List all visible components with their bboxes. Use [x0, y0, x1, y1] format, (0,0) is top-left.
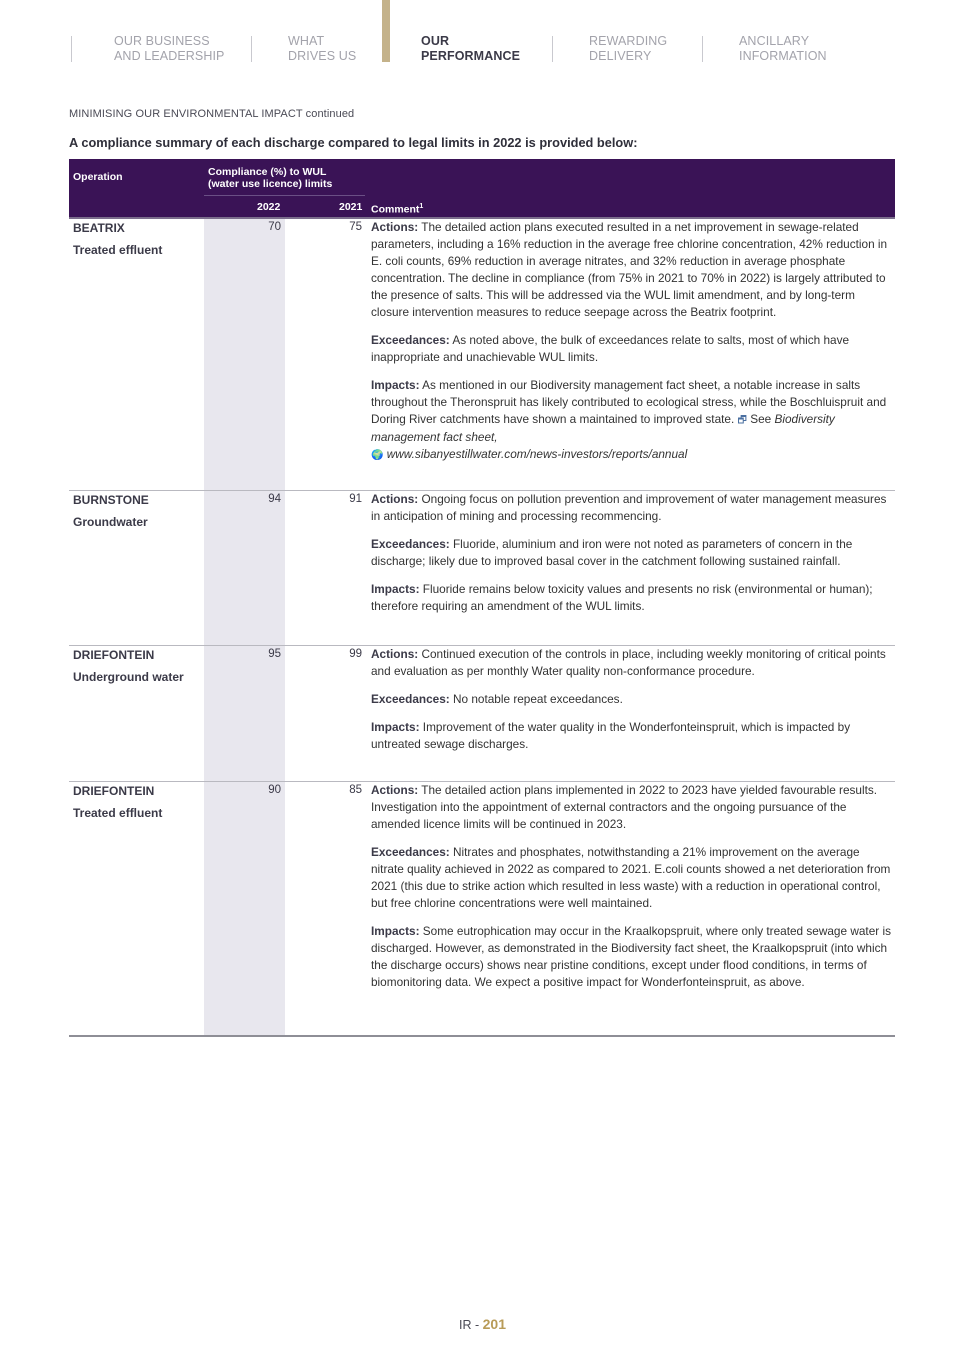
table-row: [69, 646, 895, 781]
impacts-text: As mentioned in our Biodiversity management fact sheet, a notable increase in salts throughout the Theronspruit has likely contributed to ecological stress, while the Boschluispruit and Doring River catchments have shown a maintained to improved state.: [371, 378, 887, 426]
table-intro: A compliance summary of each discharge compared to legal limits in 2022 is provided below:: [69, 135, 638, 150]
impacts-paragraph: [371, 581, 891, 615]
impacts-paragraph: [371, 719, 891, 753]
header-year-2022: 2022: [257, 201, 281, 213]
nav-item-line: OUR BUSINESS: [114, 34, 210, 48]
nav-active-indicator: [382, 0, 390, 62]
nav-divider: [702, 36, 703, 62]
value-2021: 99: [349, 648, 362, 660]
actions-label: Actions:: [371, 647, 419, 661]
actions-paragraph: [371, 646, 891, 680]
exceedances-label: Exceedances:: [371, 845, 450, 859]
value-2022: 95: [268, 648, 281, 660]
nav-item-line: DRIVES US: [288, 49, 357, 63]
actions-label: Actions:: [371, 220, 419, 234]
impacts-label: Impacts:: [371, 720, 420, 734]
value-2021: 91: [349, 493, 362, 505]
actions-text: Ongoing focus on pollution prevention and improvement of water management measures in anticipation of mining and processing recommencing.: [371, 492, 887, 523]
page-footer: [0, 1316, 965, 1332]
operation-type: Groundwater: [73, 515, 148, 529]
exceedances-label: Exceedances:: [371, 537, 450, 551]
exceedances-text: Nitrates and phosphates, notwithstanding a 21% improvement on the average nitrate quality achieved in 2022 as compared to 2021. E.coli counts showed a net deterioration from 2021 (this due to strike action which resulted in less waste) with a reduction in operational control, but free chlorine concentrations were well maintained.: [371, 845, 891, 910]
nav-divider: [552, 36, 553, 62]
table-bottom-rule: [69, 1035, 895, 1037]
nav-item-what-drives-us[interactable]: [288, 34, 356, 64]
footer-prefix: IR -: [459, 1318, 483, 1332]
exceedances-paragraph: [371, 536, 891, 570]
nav-item-line: INFORMATION: [739, 49, 827, 63]
nav-item-line: PERFORMANCE: [421, 49, 521, 63]
value-2021: 85: [349, 784, 362, 796]
fact-sheet-link[interactable]: Biodiversity management fact sheet,: [371, 412, 835, 444]
header-sub-divider: [204, 195, 365, 196]
exceedances-text: Fluoride, aluminium and iron were not noted as parameters of concern in the discharge; likely due to improved basal cover in the catchment following sustained rainfall.: [371, 537, 853, 568]
value-2022: 70: [268, 221, 281, 233]
actions-text: The detailed action plans executed resulted in a net improvement in sewage-related parameters, including a 16% reduction in the average free chlorine concentration, 42% reduction in E. coli counts, 69% reduction in average nitrates, and 32% reduction in average phosphate concentration. The decline in compliance (from 75% in 2021 to 70% in 2022) is largely attributed to the presence of salts. This will be addressed via the WUL limit amendment, and by long-term closure intervention measures to reduce seepage across the Beatrix footprint.: [371, 220, 888, 319]
comment-cell: [371, 782, 891, 1002]
table-row: [69, 491, 895, 645]
nav-item-line: OUR: [421, 34, 450, 48]
exceedances-label: Exceedances:: [371, 333, 450, 347]
operation-name: BEATRIX: [73, 221, 125, 235]
header-year-2021: 2021: [339, 201, 363, 213]
header-comment-footnote: 1: [419, 203, 424, 210]
section-label: MINIMISING OUR ENVIRONMENTAL IMPACT continued: [69, 108, 355, 120]
actions-paragraph: [371, 782, 891, 833]
comment-cell: [371, 219, 891, 475]
impacts-paragraph: [371, 923, 891, 991]
page-number: 201: [482, 1316, 506, 1332]
nav-item-our-business[interactable]: [114, 34, 224, 64]
header-compliance-line: Compliance (%) to WUL: [208, 166, 327, 178]
see-label: See: [750, 412, 775, 426]
report-url-link[interactable]: www.sibanyestillwater.com/news-investors/reports/annual: [386, 447, 688, 461]
nav-item-rewarding-delivery[interactable]: [589, 34, 667, 64]
exceedances-text: No notable repeat exceedances.: [449, 692, 623, 706]
comment-cell: [371, 646, 891, 764]
value-2021: 75: [349, 221, 362, 233]
operation-name: BURNSTONE: [73, 493, 149, 507]
header-compliance-line: (water use licence) limits: [208, 178, 333, 190]
impacts-text: Some eutrophication may occur in the Kraalkopspruit, where only treated sewage water is discharged. However, as demonstrated in the Biodiversity fact sheet, the Kraalkopspruit (into which the discharge occurs) shows near pristine conditions, except under flood conditions, in terms of biomonitoring data. We expect a positive impact for Wonderfonteinspruit, as above.: [371, 924, 891, 989]
exceedances-paragraph: [371, 844, 891, 912]
header-comment: [371, 203, 423, 216]
table-row: [69, 219, 895, 491]
value-2022: 94: [268, 493, 281, 505]
nav-item-line: ANCILLARY: [739, 34, 810, 48]
top-navigation: [0, 0, 965, 70]
nav-divider: [251, 36, 252, 62]
operation-type: Underground water: [73, 670, 184, 684]
globe-icon: 🌍: [371, 450, 384, 461]
exceedances-paragraph: [371, 332, 891, 366]
actions-label: Actions:: [371, 492, 419, 506]
comment-cell: [371, 491, 891, 626]
nav-divider: [71, 36, 72, 62]
actions-label: Actions:: [371, 783, 419, 797]
nav-item-line: AND LEADERSHIP: [114, 49, 225, 63]
impacts-text: Improvement of the water quality in the Wonderfonteinspruit, which is impacted by untreated sewage discharges.: [371, 720, 851, 751]
exceedances-label: Exceedances:: [371, 692, 450, 706]
header-operation: Operation: [73, 171, 123, 183]
operation-type: Treated effluent: [73, 806, 163, 820]
impacts-paragraph: [371, 377, 891, 464]
impacts-text: Fluoride remains below toxicity values and presents no risk (environmental or human); therefore requiring an amendment of the WUL limits.: [371, 582, 873, 613]
exceedances-paragraph: [371, 691, 891, 708]
value-2022: 90: [268, 784, 281, 796]
impacts-label: Impacts:: [371, 582, 420, 596]
actions-text: Continued execution of the controls in place, including weekly monitoring of critical points and evaluation as per monthly Water quality non-conformance procedure.: [371, 647, 886, 678]
table-header: [69, 159, 895, 217]
nav-item-line: WHAT: [288, 34, 325, 48]
actions-text: The detailed action plans implemented in 2022 to 2023 have yielded favourable results. Investigation into the appointment of external contractors and the ongoing pursuance of the amended licence limits will be continued in 2023.: [371, 783, 878, 831]
header-comment-text: Comment: [371, 203, 420, 216]
actions-paragraph: [371, 219, 891, 321]
nav-item-our-performance[interactable]: [421, 34, 520, 64]
header-compliance: [208, 166, 332, 190]
document-link-icon: 🗗: [737, 415, 747, 426]
actions-paragraph: [371, 491, 891, 525]
impacts-label: Impacts:: [371, 378, 420, 392]
exceedances-text: As noted above, the bulk of exceedances relate to salts, most of which have inappropriate and unachievable WUL limits.: [371, 333, 850, 364]
nav-item-line: REWARDING: [589, 34, 668, 48]
operation-name: DRIEFONTEIN: [73, 784, 155, 798]
operation-name: DRIEFONTEIN: [73, 648, 155, 662]
nav-item-line: DELIVERY: [589, 49, 652, 63]
operation-type: Treated effluent: [73, 243, 163, 257]
nav-item-ancillary-information[interactable]: [739, 34, 827, 64]
table-row: [69, 782, 895, 1034]
impacts-label: Impacts:: [371, 924, 420, 938]
